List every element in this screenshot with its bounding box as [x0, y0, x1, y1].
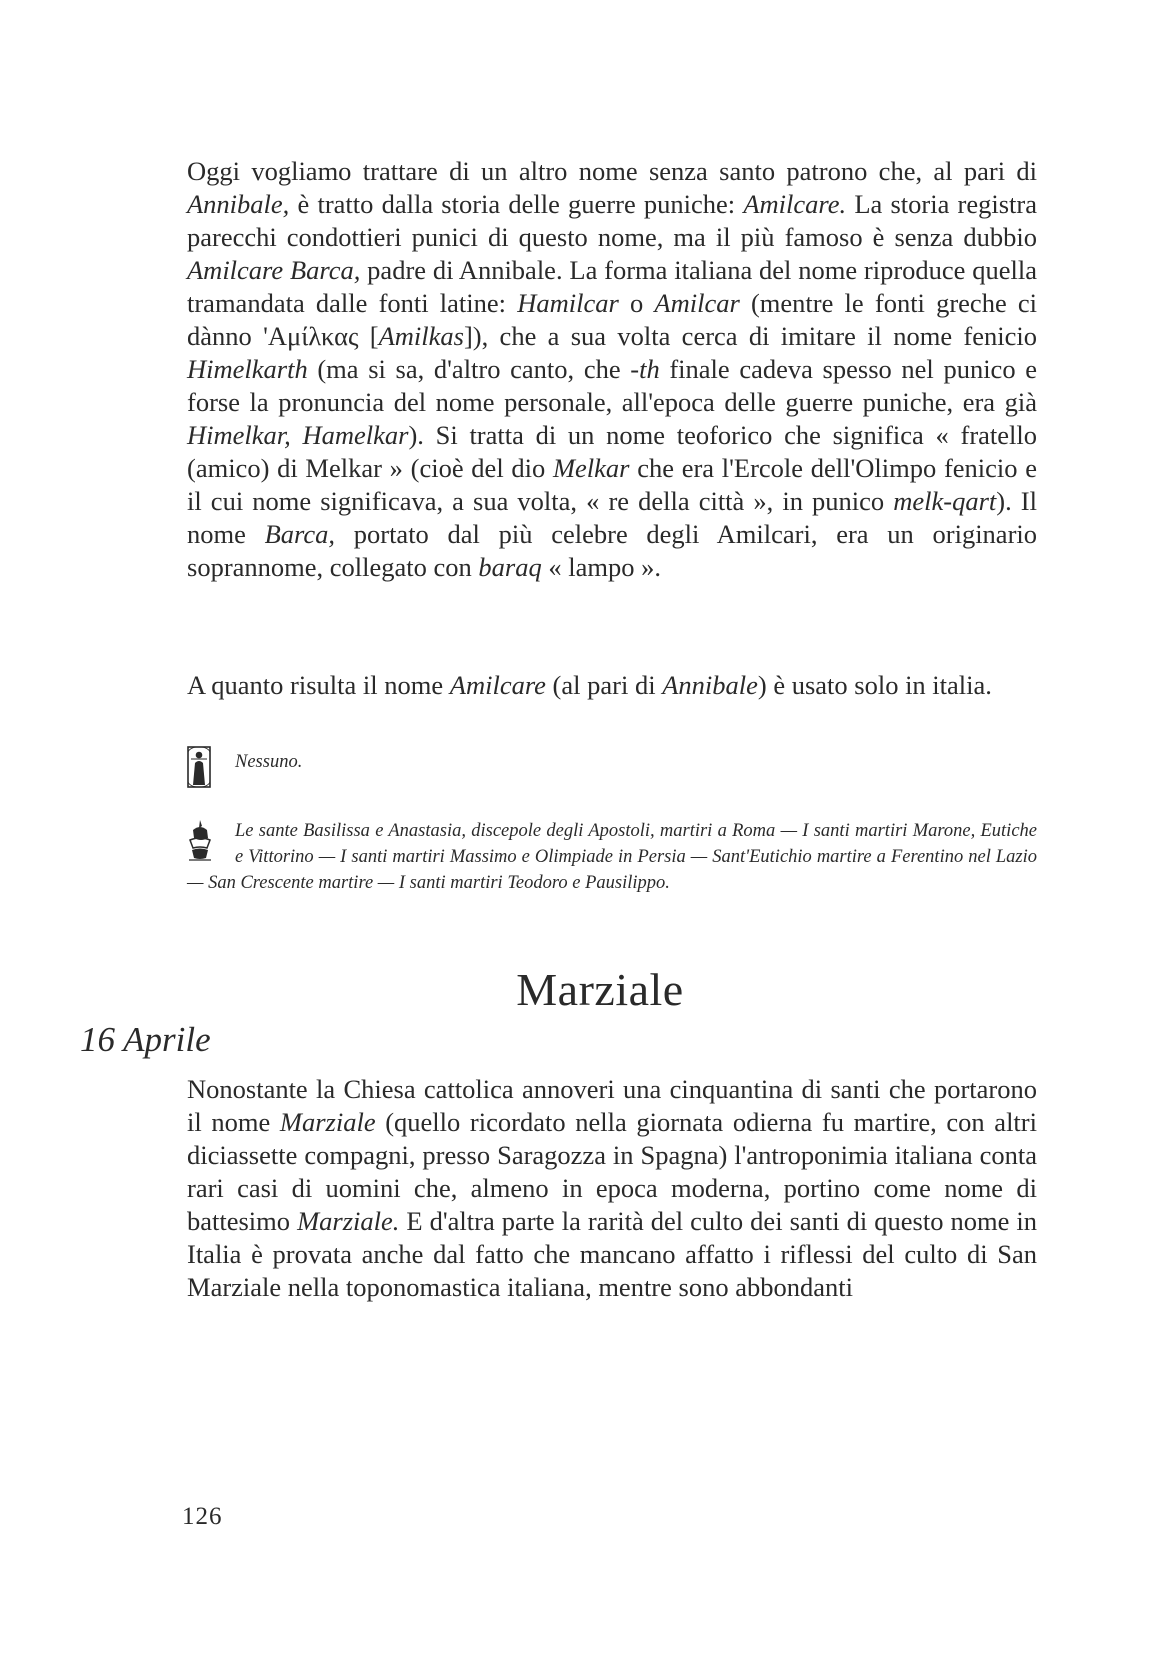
saint-figure-icon: [187, 743, 213, 789]
other-saints-entry: [187, 818, 1037, 896]
text-run: (quello ricordato nella giornata odierna fu martire, con altri diciassette compagni, presso Saragozza in Spagna) l'antroponimia italiana conta rari casi di uomini che, almeno in epoca moderna, portino come nome di battesimo: [187, 1107, 1037, 1236]
paragraph-text: [187, 1073, 1037, 1304]
text-run: ) è usato solo in italia.: [757, 670, 992, 700]
amilcare-paragraph-2: [187, 669, 1037, 702]
section-date: 16 Aprile: [80, 1020, 211, 1059]
italic-run: Himelkarth: [187, 354, 308, 384]
page-number: 126: [182, 1503, 223, 1530]
text-run: ). Il nome: [187, 486, 1037, 549]
text-run: o: [618, 288, 655, 318]
text-run: padre di Annibale. La forma italiana del nome riproduce quella tramandata dalle fonti latine:: [187, 255, 1037, 318]
italic-run: Melkar: [552, 453, 630, 483]
text-run: (al pari di: [545, 670, 663, 700]
text-run: è tratto dalla storia delle guerre puniche:: [289, 189, 744, 219]
text-run: E d'altra parte la rarità del culto dei santi di questo nome in Italia è provata anche dal fatto che mancano affatto i riflessi del culto di San Marziale nella toponomastica italiana, mentre sono abbondanti: [187, 1206, 1037, 1302]
text-run: finale cadeva spesso nel punico e forse la pronuncia del nome personale, all'epoca delle guerre puniche, era già: [187, 354, 1037, 417]
text-run: La storia registra parecchi condottieri punici di questo nome, ma il più famoso è senza dubbio: [187, 189, 1037, 252]
italic-run: Barca,: [264, 519, 336, 549]
italic-run: Marziale.: [297, 1206, 400, 1236]
italic-run: Annibale,: [187, 189, 290, 219]
italic-run: Amilcare Barca,: [187, 255, 361, 285]
text-run: (mentre le fonti greche ci dànno 'Αμίλκας [: [187, 288, 1038, 351]
italic-run: Hamilcar: [517, 288, 619, 318]
other-saints-text: Le sante Basilissa e Anastasia, discepole degli Apostoli, martiri a Roma — I santi martiri Marone, Eutiche e Vittorino — I santi martiri Massimo e Olimpiade in Persia — Sant'Eutichio martire a Ferentino nel Lazio — San Crescente martire — I santi martiri Teodoro e Pausilippo.: [187, 821, 1037, 893]
italic-run: Marziale: [279, 1107, 376, 1137]
text-run: portato dal più celebre degli Amilcari, era un originario soprannome, collegato con: [187, 519, 1038, 582]
text-run: (ma si sa, d'altro canto, che: [307, 354, 631, 384]
paragraph-text: [187, 155, 1037, 584]
italic-run: Himelkar, Hamelkar: [187, 420, 409, 450]
text-run: ). Si tratta di un nome teoforico che significa « fratello (amico) di Melkar » (cioè del dio: [187, 420, 1038, 483]
text-run: « lampo ».: [541, 552, 661, 582]
eagle-icon: [187, 816, 213, 862]
section-title: Marziale: [516, 964, 684, 1015]
italic-run: melk-qart: [893, 486, 997, 516]
patron-saints-text: Nessuno.: [235, 752, 303, 772]
paragraph-text: [187, 669, 1037, 702]
amilcare-paragraph-1: [187, 155, 1037, 584]
text-run: che era l'Ercole dell'Olimpo fenicio e il cui nome significava, a sua volta, « re della città », in punico: [187, 453, 1037, 516]
italic-run: Amilcar: [654, 288, 740, 318]
italic-run: baraq: [478, 552, 542, 582]
italic-run: Amilkas: [378, 321, 464, 351]
text-run: A quanto risulta il nome: [187, 670, 450, 700]
text-run: Nonostante la Chiesa cattolica annoveri una cinquantina di santi che portarono il nome: [187, 1074, 1037, 1137]
italic-run: Amilcare: [449, 670, 546, 700]
text-run: Oggi vogliamo trattare di un altro nome senza santo patrono che, al pari di: [187, 156, 1037, 186]
marziale-paragraph: [187, 1073, 1037, 1304]
italic-run: Amilcare.: [743, 189, 847, 219]
italic-run: -th: [630, 354, 660, 384]
italic-run: Annibale: [662, 670, 758, 700]
text-run: ]), che a sua volta cerca di imitare il nome fenicio: [463, 321, 1037, 351]
patron-saints-entry: [187, 749, 1037, 789]
